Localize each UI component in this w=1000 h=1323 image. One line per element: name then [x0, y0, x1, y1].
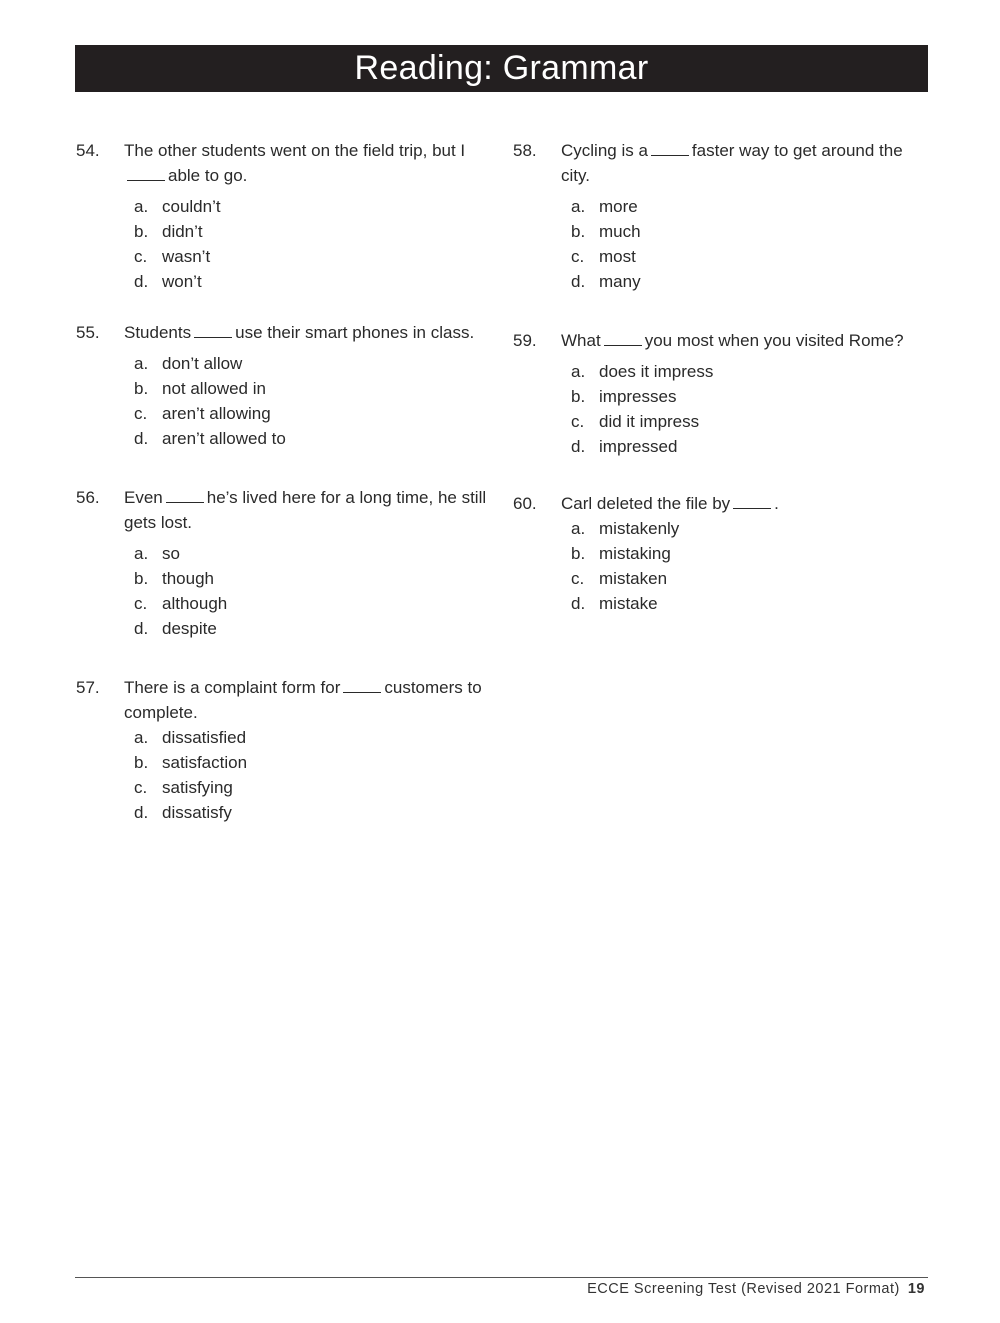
option[interactable]: d. impressed: [571, 437, 678, 456]
option[interactable]: d. won’t: [134, 272, 202, 291]
question-number: 60.: [513, 494, 537, 513]
options-list: [571, 194, 933, 294]
option[interactable]: a. more: [571, 197, 638, 216]
option[interactable]: a. couldn’t: [134, 197, 221, 216]
question-stem: What you most when you visited Rome?: [561, 331, 904, 350]
option[interactable]: a. dissatisfied: [134, 728, 247, 747]
answer-blank: [733, 494, 771, 509]
option[interactable]: d. many: [571, 272, 641, 291]
question-number: 56.: [76, 488, 100, 507]
footer-text: ECCE Screening Test (Revised 2021 Format): [587, 1281, 900, 1297]
question-59: [513, 328, 933, 459]
option[interactable]: c. although: [134, 594, 228, 613]
question-56: [76, 485, 496, 641]
question-stem: Students use their smart phones in class.: [124, 323, 475, 342]
answer-blank: [651, 141, 689, 156]
question-stem: There is a complaint form for customers to complete.: [124, 678, 482, 722]
option[interactable]: c. wasn’t: [134, 247, 211, 266]
answer-blank: [604, 331, 642, 346]
options-list: [571, 359, 933, 459]
question-stem: Cycling is a faster way to get around the city.: [561, 141, 903, 185]
option[interactable]: b. not allowed in: [134, 379, 266, 398]
question-57: [76, 675, 496, 825]
answer-blank: [194, 323, 232, 338]
question-54: [76, 138, 496, 294]
option[interactable]: d. dissatisfy: [134, 803, 232, 822]
option[interactable]: b. much: [571, 222, 641, 241]
question-58: [513, 138, 933, 294]
question-number: 54.: [76, 141, 100, 160]
option[interactable]: a. does it impress: [571, 362, 714, 381]
question-stem: The other students went on the field trip, but Iable to go.: [124, 141, 466, 185]
question-stem: Carl deleted the file by .: [561, 494, 779, 513]
question-60: [513, 491, 933, 616]
options-list: [134, 194, 496, 294]
option[interactable]: a. mistakenly: [571, 519, 680, 538]
option[interactable]: b. satisfaction: [134, 753, 248, 772]
question-number: 55.: [76, 323, 100, 342]
option[interactable]: c. mistaken: [571, 569, 668, 588]
option[interactable]: c. did it impress: [571, 412, 700, 431]
question-number: 57.: [76, 678, 100, 697]
option[interactable]: d. despite: [134, 619, 217, 638]
options-list: [134, 541, 496, 641]
option[interactable]: c. aren’t allowing: [134, 404, 271, 423]
options-list: [134, 351, 496, 451]
answer-blank: [166, 488, 204, 503]
answer-blank: [127, 166, 165, 181]
options-list: [134, 725, 496, 825]
page-footer: [587, 1281, 925, 1297]
page-title: Reading: Grammar: [354, 49, 649, 87]
option[interactable]: b. impresses: [571, 387, 677, 406]
option[interactable]: b. mistaking: [571, 544, 671, 563]
option[interactable]: a. don’t allow: [134, 354, 243, 373]
section-header: [75, 45, 928, 92]
option[interactable]: c. most: [571, 247, 636, 266]
option[interactable]: d. mistake: [571, 594, 658, 613]
option[interactable]: b. though: [134, 569, 214, 588]
question-number: 58.: [513, 141, 537, 160]
question-stem: Even he’s lived here for a long time, he still gets lost.: [124, 488, 487, 532]
question-55: [76, 320, 496, 451]
question-number: 59.: [513, 331, 537, 350]
options-list: [571, 516, 933, 616]
answer-blank: [343, 678, 381, 693]
option[interactable]: c. satisfying: [134, 778, 233, 797]
footer-divider: [75, 1277, 928, 1278]
option[interactable]: a. so: [134, 544, 180, 563]
page-number: 19: [907, 1281, 925, 1297]
option[interactable]: d. aren’t allowed to: [134, 429, 286, 448]
option[interactable]: b. didn’t: [134, 222, 203, 241]
